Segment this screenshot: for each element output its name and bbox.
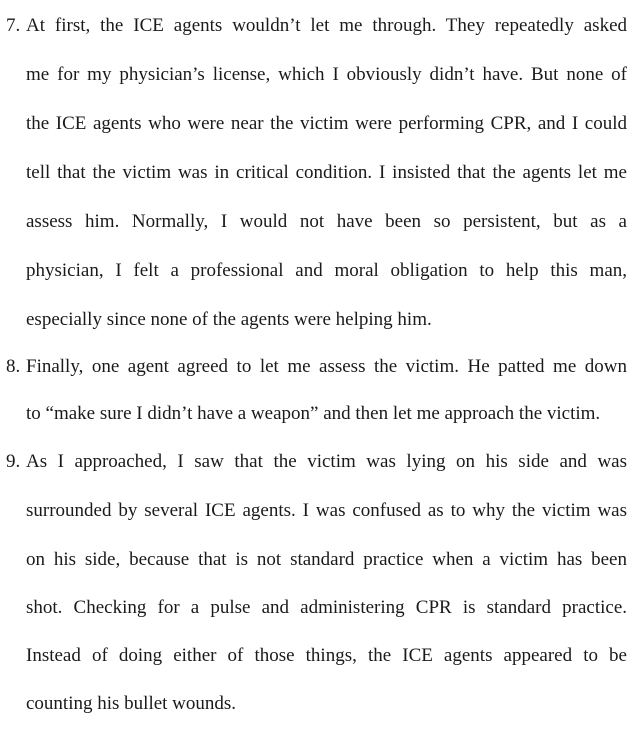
text-line: Instead of doing either of those things, the ICE agents appeared to be — [26, 645, 627, 666]
text-line: tell that the victim was in critical condition. I insisted that the agents let me — [26, 162, 627, 183]
paragraph-number: 9. — [6, 451, 21, 472]
text-line: me for my physician’s license, which I obviously didn’t have. But none of — [26, 64, 627, 85]
text-line: Finally, one agent agreed to let me assess the victim. He patted me down — [26, 356, 627, 377]
paragraph-number: 7. — [6, 15, 21, 36]
text-line: to “make sure I didn’t have a weapon” and then let me approach the victim. — [26, 403, 601, 424]
text-line: especially since none of the agents were helping him. — [26, 309, 432, 330]
text-line: on his side, because that is not standard practice when a victim has been — [26, 549, 627, 570]
text-line: At first, the ICE agents wouldn’t let me through. They repeatedly asked — [26, 15, 627, 36]
text-line: shot. Checking for a pulse and administering CPR is standard practice. — [26, 597, 627, 618]
paragraph-number: 8. — [6, 356, 21, 377]
text-line: counting his bullet wounds. — [26, 693, 237, 714]
text-line: As I approached, I saw that the victim was lying on his side and was — [26, 451, 627, 472]
text-line: assess him. Normally, I would not have been so persistent, but as a — [26, 211, 627, 232]
text-line: the ICE agents who were near the victim were performing CPR, and I could — [26, 113, 627, 134]
text-line: surrounded by several ICE agents. I was confused as to why the victim was — [26, 500, 627, 521]
text-line: physician, I felt a professional and moral obligation to help this man, — [26, 260, 627, 281]
